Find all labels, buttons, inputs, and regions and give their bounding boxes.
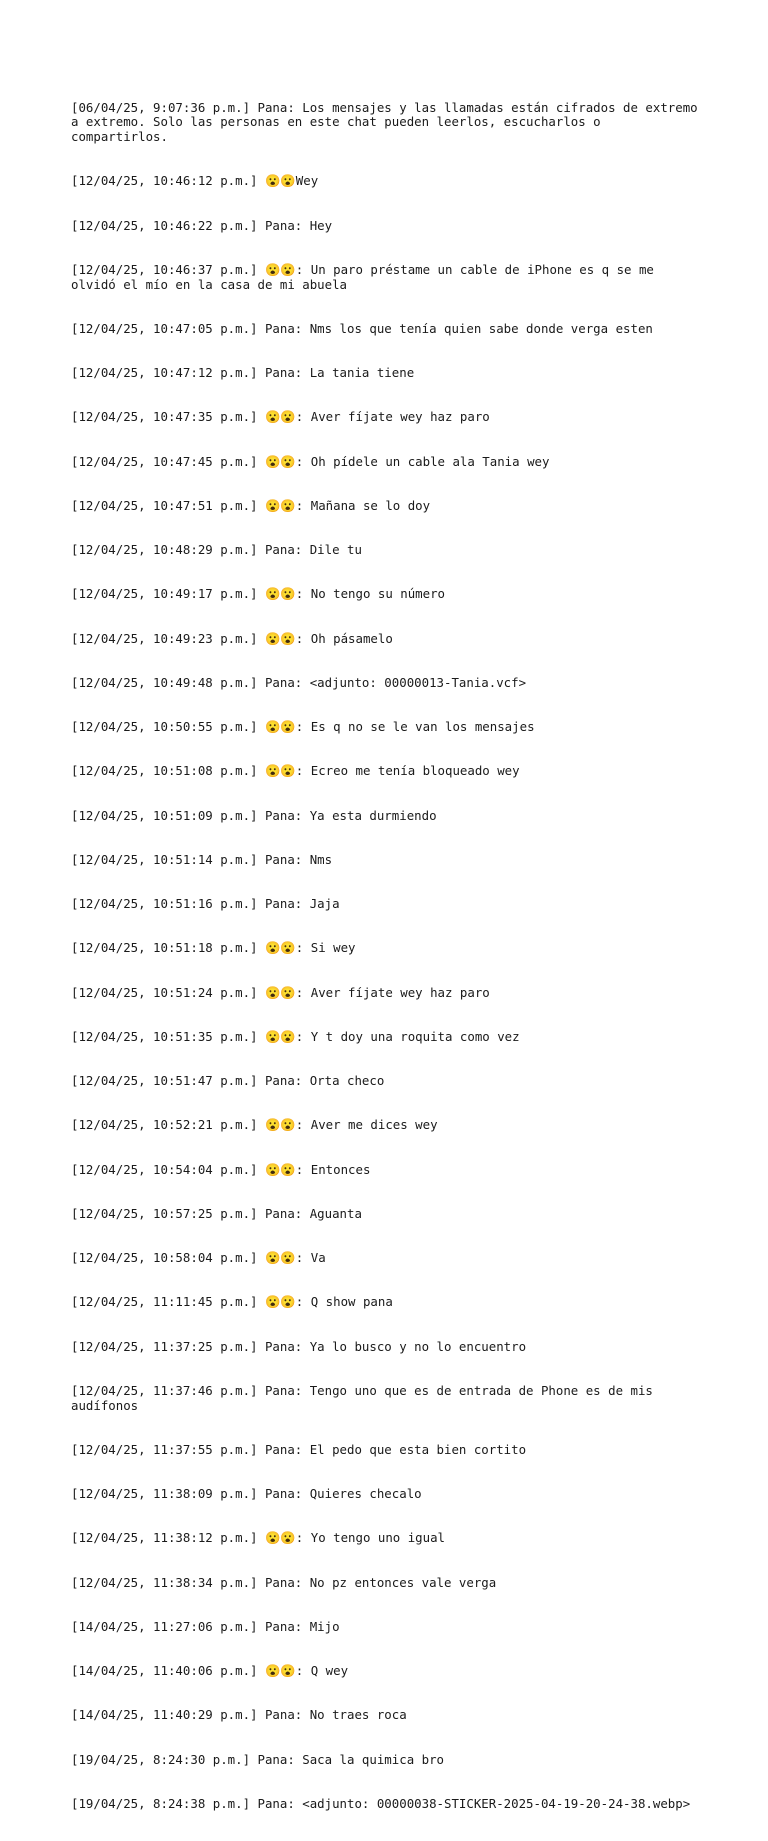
message-line: [12/04/25, 10:51:14 p.m.] Pana: Nms (71, 851, 333, 867)
message-line: [12/04/25, 11:37:46 p.m.] Pana: Tengo uno que es de entrada de Phone es de mis audífonos (71, 1382, 661, 1413)
message-line: [19/04/25, 8:24:38 p.m.] Pana: <adjunto: 00000038-STICKER-2025-04-19-20-24-38.webp> (71, 1795, 691, 1811)
message-line: [12/04/25, 10:47:05 p.m.] Pana: Nms los que tenía quien sabe donde verga esten (71, 320, 653, 336)
message-line: [12/04/25, 10:47:12 p.m.] Pana: La tania tiene (71, 365, 415, 380)
message-line: [19/04/25, 8:24:30 p.m.] Pana: Saca la quimica bro (71, 1751, 444, 1767)
message-line: [12/04/25, 10:49:23 p.m.] 😮😮: Oh pásamelo (71, 630, 393, 646)
message-line: [12/04/25, 10:48:29 p.m.] Pana: Dile tu (71, 542, 362, 557)
message-line: [14/04/25, 11:40:06 p.m.] 😮😮: Q wey (71, 1663, 349, 1678)
message-line: [12/04/25, 10:51:09 p.m.] Pana: Ya esta durmiendo (71, 807, 437, 823)
chat-transcript (71, 71, 706, 1841)
message-line: [12/04/25, 10:46:37 p.m.] 😮😮: Un paro préstame un cable de iPhone es q se me olvidó el mío en la casa de mi abuela (71, 261, 662, 292)
message-line: [12/04/25, 10:47:35 p.m.] 😮😮: Aver fíjate wey haz paro (71, 409, 490, 425)
message-line: [12/04/25, 10:51:18 p.m.] 😮😮: Si wey (71, 940, 356, 956)
message-line: [12/04/25, 11:37:25 p.m.] Pana: Ya lo busco y no lo encuentro (71, 1338, 527, 1354)
message-line: [12/04/25, 10:49:48 p.m.] Pana: <adjunto: 00000013-Tania.vcf> (71, 674, 527, 690)
message-line: [12/04/25, 10:47:45 p.m.] 😮😮: Oh pídele un cable ala Tania wey (71, 453, 550, 469)
message-line: [12/04/25, 10:57:25 p.m.] Pana: Aguanta (71, 1205, 362, 1221)
message-line: [12/04/25, 10:46:22 p.m.] Pana: Hey (71, 217, 333, 233)
message-line: [12/04/25, 10:47:51 p.m.] 😮😮: Mañana se lo doy (71, 497, 431, 513)
message-line: [12/04/25, 10:54:04 p.m.] 😮😮: Entonces (71, 1161, 371, 1177)
message-line: [12/04/25, 11:38:09 p.m.] Pana: Quieres checalo (71, 1486, 422, 1501)
message-line: [12/04/25, 10:58:04 p.m.] 😮😮: Va (71, 1250, 326, 1265)
message-line: [12/04/25, 11:38:12 p.m.] 😮😮: Yo tengo uno igual (71, 1530, 446, 1546)
message-line: [06/04/25, 9:07:36 p.m.] Pana: Los mensajes y las llamadas están cifrados de extremo a extremo. Solo las personas en este chat pueden leerlos, escucharlos o compartirlos. (71, 99, 706, 144)
message-line: [12/04/25, 10:51:16 p.m.] Pana: Jaja (71, 896, 340, 911)
message-line: [12/04/25, 10:52:21 p.m.] 😮😮: Aver me dices wey (71, 1117, 438, 1133)
message-line: [12/04/25, 11:37:55 p.m.] Pana: El pedo que esta bien cortito (71, 1441, 527, 1457)
message-line: [12/04/25, 10:50:55 p.m.] 😮😮: Es q no se le van los mensajes (71, 719, 535, 734)
message-line: [12/04/25, 10:49:17 p.m.] 😮😮: No tengo su número (71, 586, 446, 602)
message-line: [12/04/25, 10:51:35 p.m.] 😮😮: Y t doy una roquita como vez (71, 1028, 520, 1044)
message-line: [12/04/25, 10:46:12 p.m.] 😮😮Wey (71, 173, 319, 189)
message-line: [12/04/25, 10:51:24 p.m.] 😮😮: Aver fíjate wey haz paro (71, 984, 490, 1000)
message-line: [12/04/25, 10:51:08 p.m.] 😮😮: Ecreo me tenía bloqueado wey (71, 763, 520, 779)
message-line: [12/04/25, 10:51:47 p.m.] Pana: Orta checo (71, 1073, 385, 1088)
message-line: [14/04/25, 11:27:06 p.m.] Pana: Mijo (71, 1618, 340, 1634)
message-line: [14/04/25, 11:40:29 p.m.] Pana: No traes roca (71, 1707, 407, 1723)
message-line: [12/04/25, 11:38:34 p.m.] Pana: No pz entonces vale verga (71, 1574, 497, 1590)
message-line: [12/04/25, 11:11:45 p.m.] 😮😮: Q show pana (71, 1294, 393, 1310)
